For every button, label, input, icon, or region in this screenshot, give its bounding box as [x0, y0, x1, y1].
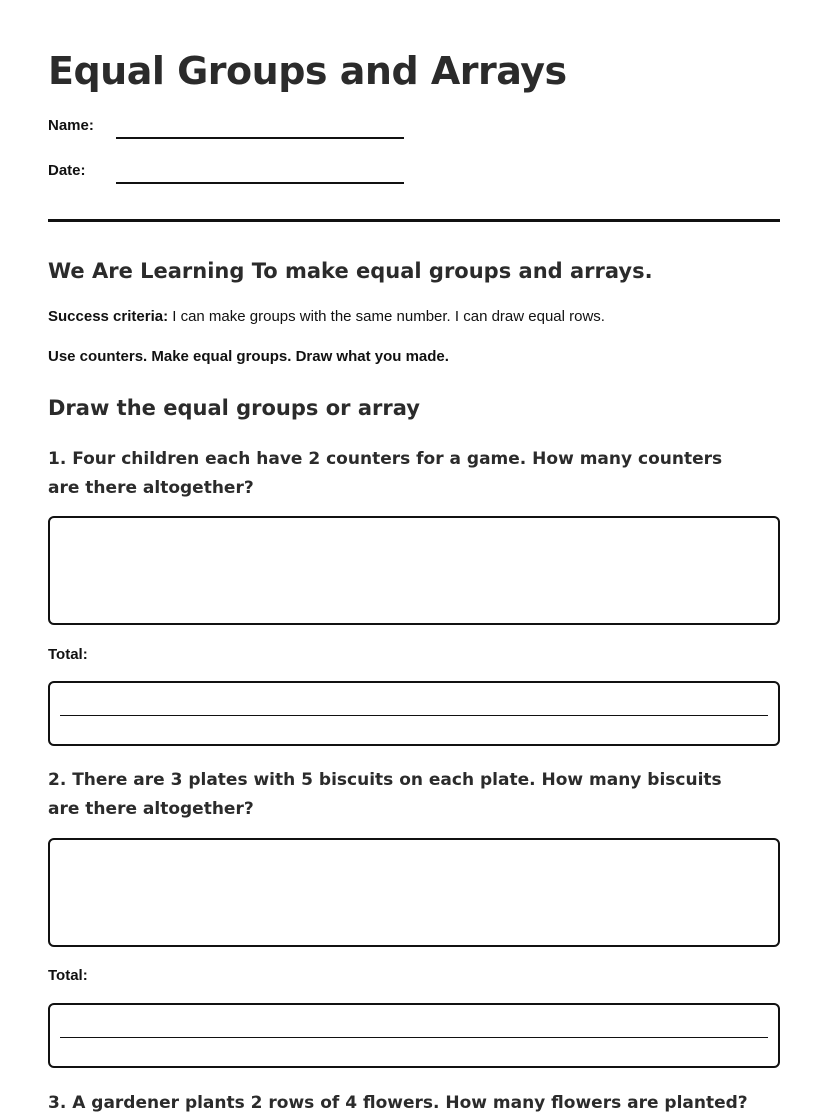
instruction-text: Use counters. Make equal groups. Draw what you made. — [48, 348, 449, 365]
section-heading: Draw the equal groups or array — [48, 396, 420, 420]
question-1-answer-box[interactable] — [48, 681, 780, 746]
date-write-line[interactable] — [116, 182, 404, 184]
success-criteria-text: I can make groups with the same number. I can draw equal rows. — [168, 308, 605, 325]
question-2-drawing-box[interactable] — [48, 838, 780, 947]
worksheet-title: Equal Groups and Arrays — [48, 49, 567, 93]
name-label: Name: — [48, 117, 94, 134]
learning-objective: We Are Learning To make equal groups and arrays. — [48, 259, 653, 283]
question-2-total-label: Total: — [48, 967, 88, 984]
question-1-total-label: Total: — [48, 646, 88, 663]
answer-line — [60, 715, 768, 716]
date-field — [48, 162, 408, 186]
success-criteria — [48, 307, 605, 327]
question-2-answer-box[interactable] — [48, 1003, 780, 1068]
success-criteria-label: Success criteria: — [48, 308, 169, 325]
question-2: 2. There are 3 plates with 5 biscuits on each plate. How many biscuits are there altogether? — [48, 770, 722, 819]
question-1: 1. Four children each have 2 counters for a game. How many counters are there altogether? — [48, 449, 723, 498]
question-1-drawing-box[interactable] — [48, 516, 780, 625]
header-divider — [48, 219, 780, 222]
date-label: Date: — [48, 162, 86, 179]
answer-line — [60, 1037, 768, 1038]
name-field — [48, 117, 408, 141]
name-write-line[interactable] — [116, 137, 404, 139]
question-3: 3. A gardener plants 2 rows of 4 flowers. How many flowers are planted? — [48, 1093, 748, 1113]
